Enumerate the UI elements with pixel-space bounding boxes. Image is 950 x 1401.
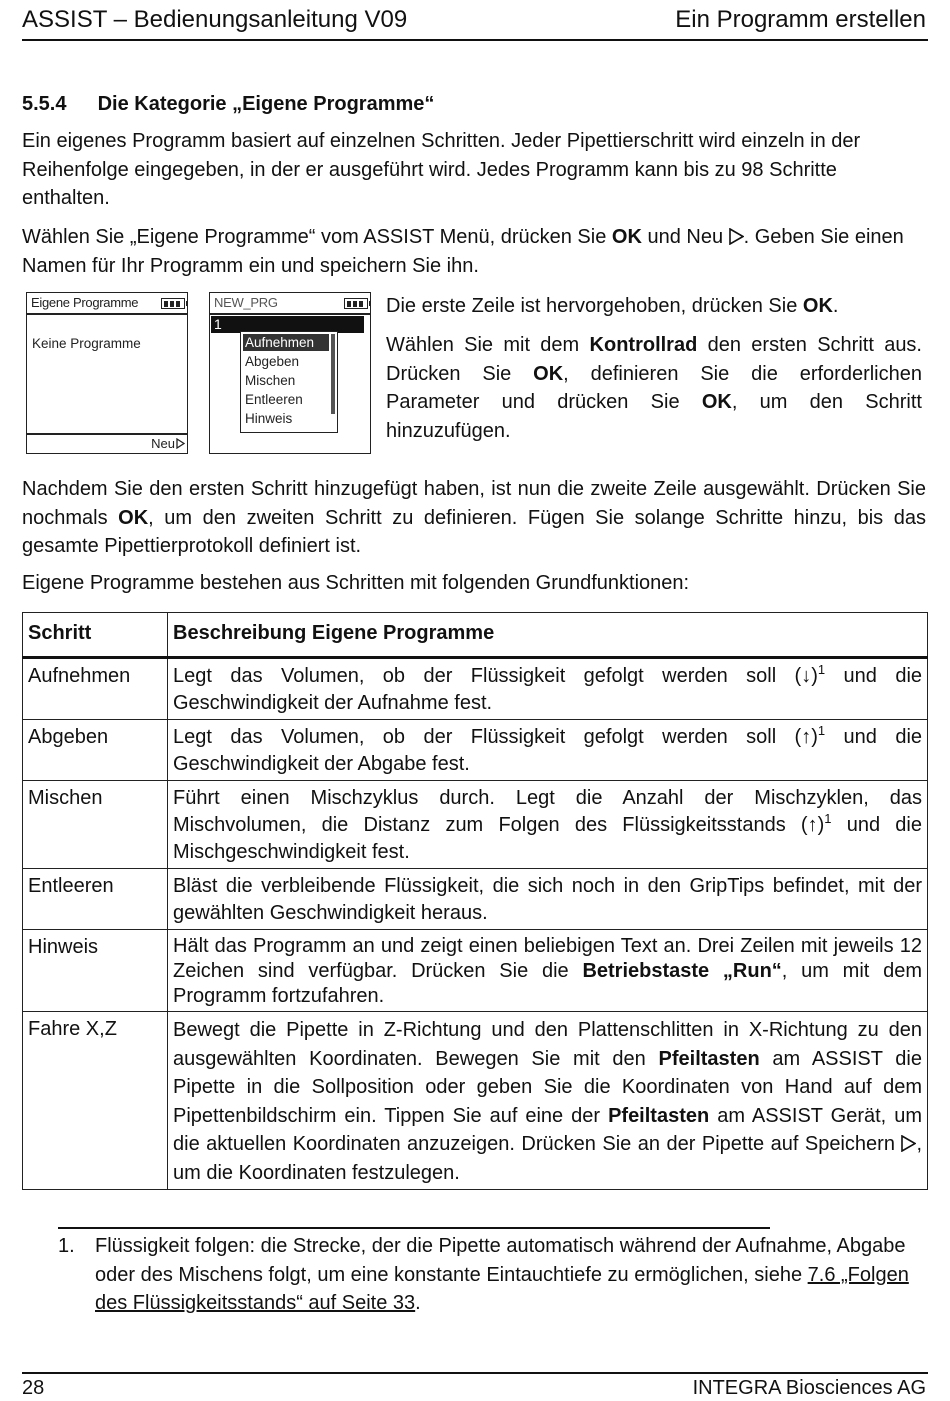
battery-icon bbox=[344, 298, 368, 309]
footnote-text: Flüssigkeit folgen: die Strecke, der die Pipette automatisch während der Aufnahme, Abgabe oder des Mischens folgt, um eine konstante Eintauchtiefe zu ermöglichen, siehe 7.6 „Folgen des Flüssigkeitsstands“ auf Seite 33. bbox=[95, 1235, 909, 1314]
side-paragraph-2: Wählen Sie mit dem Kontrollrad den ersten Schritt aus. Drücken Sie OK, definieren Sie die erforderlichen Parameter und drücken Sie OK, um den Schritt hinzuzufügen. bbox=[386, 334, 922, 442]
table-cell-step: Entleeren bbox=[23, 869, 168, 930]
section-number: 5.5.4 bbox=[22, 93, 67, 115]
menu-scrollbar[interactable] bbox=[331, 334, 335, 414]
play-right-icon bbox=[176, 437, 185, 452]
intro-paragraph-2: Wählen Sie „Eigene Programme“ vom ASSIST Menü, drücken Sie OK und Neu . Geben Sie einen Namen für Ihr Programm ein und speichern Sie ihn. bbox=[22, 226, 904, 277]
table-cell-step: Fahre X,Z bbox=[23, 1012, 168, 1190]
device-screen-1 bbox=[26, 292, 188, 454]
table-cell-description: Bläst die verbleibende Flüssigkeit, die sich noch in den GripTips befindet, mit der gewählten Geschwindigkeit heraus. bbox=[168, 869, 928, 930]
table-cell-description: Hält das Programm an und zeigt einen beliebigen Text an. Drei Zeilen mit jeweils 12 Zeichen sind verfügbar. Drücken Sie die Betriebstaste „Run“, um mit dem Programm fortzufahren. bbox=[168, 930, 928, 1012]
after-paragraph-2: Eigene Programme bestehen aus Schritten mit folgenden Grundfunktionen: bbox=[22, 572, 690, 594]
menu-item-entleeren[interactable]: Entleeren bbox=[245, 392, 303, 407]
screen-1-message: Keine Programme bbox=[32, 336, 141, 351]
header-chapter: Ein Programm erstellen bbox=[675, 6, 926, 33]
screen-1-title: Eigene Programme bbox=[31, 295, 139, 310]
table-cell-description: Legt das Volumen, ob der Flüssigkeit gefolgt werden soll (↓)$^1$ und die Geschwindigkeit der Aufnahme fest. bbox=[168, 658, 928, 720]
section-title: Die Kategorie „Eigene Programme“ bbox=[97, 93, 435, 115]
screen-2-line-number: 1 bbox=[214, 316, 222, 332]
menu-item-abgeben[interactable]: Abgeben bbox=[245, 354, 300, 369]
footnote-number: 1. bbox=[58, 1235, 75, 1257]
menu-item-mischen[interactable]: Mischen bbox=[245, 373, 296, 388]
footer-company: INTEGRA Biosciences AG bbox=[692, 1377, 926, 1399]
battery-icon bbox=[161, 298, 185, 309]
table-row bbox=[23, 930, 928, 1012]
table-cell-description: Bewegt die Pipette in Z-Richtung und den Plattenschlitten in X-Richtung zu den ausgewählten Koordinaten. Bewegen Sie mit den Pfeiltasten am ASSIST die Pipette in die Sollposition oder geben Sie die Koordinaten von Hand auf dem Pipettenbildschirm ein. Tippen Sie auf eine der Pfeiltasten am ASSIST Gerät, um die aktuellen Koordinaten anzuzeigen. Drücken Sie an der Pipette auf Speichern , um die Koordinaten festzulegen. bbox=[168, 1012, 928, 1190]
table-row bbox=[23, 720, 928, 781]
table-header-row bbox=[23, 613, 928, 658]
page-number: 28 bbox=[22, 1377, 45, 1399]
footer-rule bbox=[22, 1372, 928, 1374]
section-heading bbox=[22, 93, 434, 116]
play-right-icon bbox=[729, 228, 744, 245]
header-rule bbox=[22, 39, 928, 41]
table-cell-description: Legt das Volumen, ob der Flüssigkeit gefolgt werden soll (↑)$^1$ und die Geschwindigkeit der Abgabe fest. bbox=[168, 720, 928, 781]
table-row bbox=[23, 781, 928, 869]
table-cell-description: Führt einen Mischzyklus durch. Legt die Anzahl der Mischzyklen, das Mischvolumen, die Distanz zum Folgen des Flüssigkeitsstands (↑)$^1$ und die Mischgeschwindigkeit fest. bbox=[168, 781, 928, 869]
intro-paragraph-1: Ein eigenes Programm basiert auf einzelnen Schritten. Jeder Pipettierschritt wird einzeln in der Reihenfolge eingegeben, in der er ausgeführt wird. Jedes Programm kann bis zu 98 Schritte enthalten. bbox=[22, 130, 861, 209]
steps-table bbox=[22, 612, 928, 1190]
header-title: ASSIST – Bedienungsanleitung V09 bbox=[22, 6, 408, 33]
table-cell-step: Aufnehmen bbox=[23, 658, 168, 720]
footnote-link[interactable]: 7.6 „Folgen des Flüssigkeitsstands“ auf Seite 33 bbox=[95, 1263, 909, 1314]
table-cell-step: Mischen bbox=[23, 781, 168, 869]
device-screen-2 bbox=[209, 292, 371, 454]
table-header-description: Beschreibung Eigene Programme bbox=[168, 613, 928, 658]
side-paragraph-1: Die erste Zeile ist hervorgehoben, drücken Sie OK. bbox=[386, 295, 839, 317]
screen-2-divider bbox=[210, 313, 370, 315]
step-menu bbox=[240, 331, 338, 433]
after-paragraph-1: Nachdem Sie den ersten Schritt hinzugefügt haben, ist nun die zweite Zeile ausgewählt. Drücken Sie nochmals OK, um den zweiten Schritt zu definieren. Fügen Sie solange Schritte hinzu, bis das gesamte Pipettierprotokoll definiert ist. bbox=[22, 478, 926, 557]
footnote-rule bbox=[58, 1227, 770, 1229]
play-right-icon bbox=[901, 1135, 916, 1152]
screen-1-softkey-divider bbox=[27, 433, 187, 435]
table-row bbox=[23, 658, 928, 720]
screen-1-softkey[interactable]: Neu bbox=[151, 436, 185, 452]
table-cell-step: Hinweis bbox=[23, 930, 168, 1012]
menu-item-hinweis[interactable]: Hinweis bbox=[245, 411, 293, 426]
table-header-step: Schritt bbox=[23, 613, 168, 658]
screen-2-title: NEW_PRG bbox=[214, 295, 278, 310]
table-cell-step: Abgeben bbox=[23, 720, 168, 781]
table-row bbox=[23, 1012, 928, 1190]
menu-item-aufnehmen[interactable]: Aufnehmen bbox=[245, 335, 315, 350]
screen-1-divider bbox=[27, 313, 187, 315]
table-row bbox=[23, 869, 928, 930]
